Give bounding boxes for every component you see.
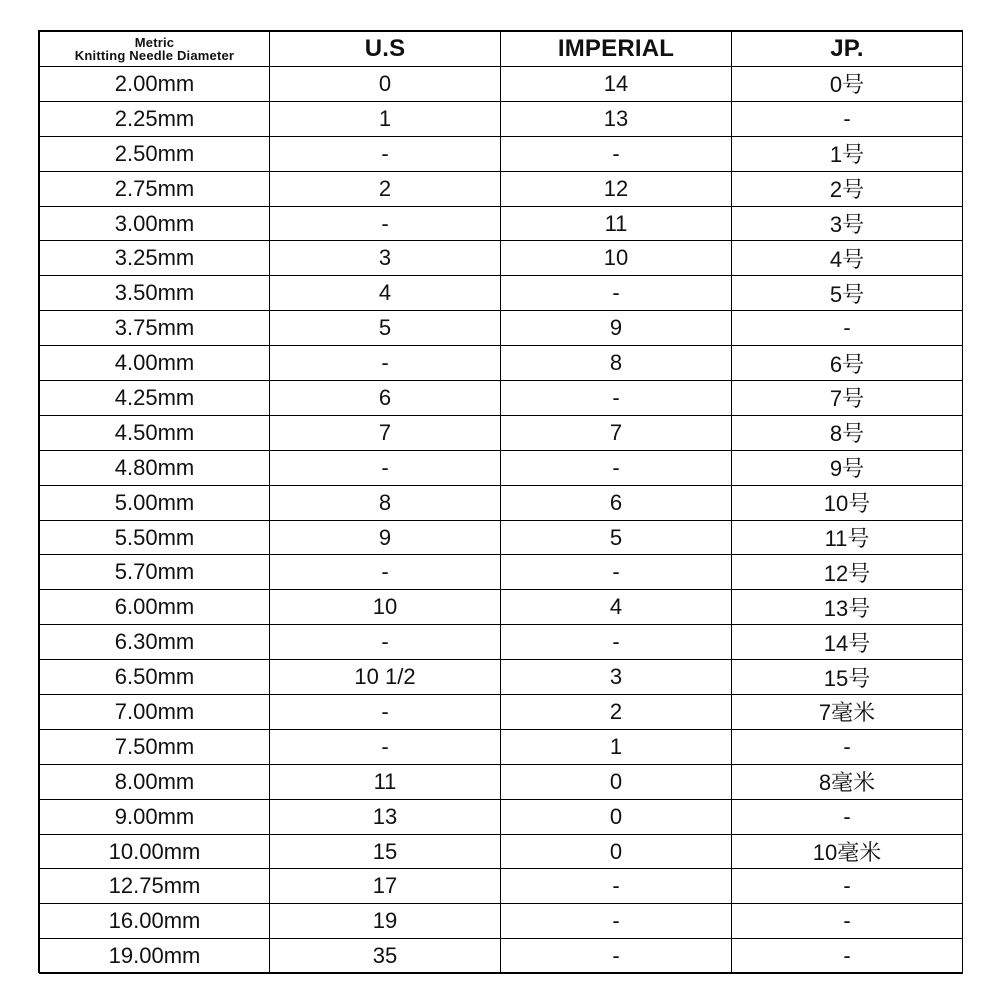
us-cell: - bbox=[270, 625, 501, 660]
table-row bbox=[40, 171, 963, 206]
metric-cell: 5.00mm bbox=[40, 485, 270, 520]
table-row bbox=[40, 834, 963, 869]
imperial-cell: - bbox=[501, 869, 732, 904]
metric-cell: 6.30mm bbox=[40, 625, 270, 660]
jp-cell: 6号 bbox=[732, 346, 963, 381]
table-row bbox=[40, 276, 963, 311]
table-row bbox=[40, 241, 963, 276]
metric-header-line2: Knitting Needle Diameter bbox=[74, 48, 235, 63]
metric-cell: 8.00mm bbox=[40, 764, 270, 799]
metric-cell: 9.00mm bbox=[40, 799, 270, 834]
metric-cell: 4.50mm bbox=[40, 415, 270, 450]
jp-cell: 1号 bbox=[732, 136, 963, 171]
imperial-cell: - bbox=[501, 136, 732, 171]
imperial-cell: 3 bbox=[501, 660, 732, 695]
metric-cell: 2.25mm bbox=[40, 101, 270, 136]
imperial-cell: 0 bbox=[501, 834, 732, 869]
jp-cell: 9号 bbox=[732, 450, 963, 485]
metric-header-line1: Metric bbox=[134, 35, 175, 50]
imperial-cell: 4 bbox=[501, 590, 732, 625]
us-cell: 0 bbox=[270, 67, 501, 102]
metric-cell: 4.00mm bbox=[40, 346, 270, 381]
imperial-cell: 0 bbox=[501, 764, 732, 799]
jp-cell: - bbox=[732, 939, 963, 974]
imperial-cell: - bbox=[501, 625, 732, 660]
us-column-header: U.S bbox=[270, 32, 501, 67]
jp-cell: 11号 bbox=[732, 520, 963, 555]
table-row bbox=[40, 799, 963, 834]
imperial-cell: 10 bbox=[501, 241, 732, 276]
table-row bbox=[40, 311, 963, 346]
imperial-cell: 12 bbox=[501, 171, 732, 206]
us-cell: 7 bbox=[270, 415, 501, 450]
us-cell: 10 bbox=[270, 590, 501, 625]
metric-cell: 7.00mm bbox=[40, 695, 270, 730]
jp-cell: 3号 bbox=[732, 206, 963, 241]
metric-column-header bbox=[40, 32, 270, 67]
us-cell: 35 bbox=[270, 939, 501, 974]
imperial-cell: 2 bbox=[501, 695, 732, 730]
jp-cell: 14号 bbox=[732, 625, 963, 660]
metric-cell: 6.00mm bbox=[40, 590, 270, 625]
jp-cell: 10毫米 bbox=[732, 834, 963, 869]
jp-cell: 8号 bbox=[732, 415, 963, 450]
us-cell: 11 bbox=[270, 764, 501, 799]
us-cell: 5 bbox=[270, 311, 501, 346]
table-row bbox=[40, 67, 963, 102]
table-row bbox=[40, 555, 963, 590]
table-row bbox=[40, 485, 963, 520]
table-row bbox=[40, 101, 963, 136]
table-row bbox=[40, 450, 963, 485]
imperial-cell: 7 bbox=[501, 415, 732, 450]
table-row bbox=[40, 520, 963, 555]
needle-size-table-container bbox=[38, 30, 963, 973]
table-row bbox=[40, 415, 963, 450]
imperial-cell: 14 bbox=[501, 67, 732, 102]
imperial-cell: 1 bbox=[501, 729, 732, 764]
jp-cell: 7毫米 bbox=[732, 695, 963, 730]
table-row bbox=[40, 939, 963, 974]
imperial-cell: - bbox=[501, 555, 732, 590]
imperial-cell: - bbox=[501, 939, 732, 974]
jp-cell: 2号 bbox=[732, 171, 963, 206]
imperial-cell: 5 bbox=[501, 520, 732, 555]
us-cell: - bbox=[270, 729, 501, 764]
table-row bbox=[40, 590, 963, 625]
us-cell: - bbox=[270, 136, 501, 171]
table-body bbox=[40, 67, 963, 974]
jp-column-header: JP. bbox=[732, 32, 963, 67]
us-cell: - bbox=[270, 695, 501, 730]
imperial-cell: - bbox=[501, 450, 732, 485]
table-row bbox=[40, 346, 963, 381]
us-cell: 9 bbox=[270, 520, 501, 555]
imperial-cell: 0 bbox=[501, 799, 732, 834]
imperial-cell: - bbox=[501, 276, 732, 311]
table-row bbox=[40, 729, 963, 764]
jp-cell: 10号 bbox=[732, 485, 963, 520]
imperial-cell: - bbox=[501, 381, 732, 416]
imperial-cell: 13 bbox=[501, 101, 732, 136]
us-cell: - bbox=[270, 206, 501, 241]
jp-cell: - bbox=[732, 729, 963, 764]
jp-cell: 0号 bbox=[732, 67, 963, 102]
table-row bbox=[40, 869, 963, 904]
us-cell: 17 bbox=[270, 869, 501, 904]
table-row bbox=[40, 136, 963, 171]
imperial-cell: 9 bbox=[501, 311, 732, 346]
us-cell: 4 bbox=[270, 276, 501, 311]
jp-cell: - bbox=[732, 799, 963, 834]
imperial-cell: - bbox=[501, 904, 732, 939]
metric-cell: 2.50mm bbox=[40, 136, 270, 171]
metric-cell: 19.00mm bbox=[40, 939, 270, 974]
us-cell: - bbox=[270, 555, 501, 590]
metric-cell: 5.70mm bbox=[40, 555, 270, 590]
imperial-column-header: IMPERIAL bbox=[501, 32, 732, 67]
metric-cell: 4.25mm bbox=[40, 381, 270, 416]
metric-cell: 7.50mm bbox=[40, 729, 270, 764]
metric-cell: 5.50mm bbox=[40, 520, 270, 555]
table-row bbox=[40, 904, 963, 939]
jp-cell: 7号 bbox=[732, 381, 963, 416]
jp-cell: - bbox=[732, 311, 963, 346]
metric-cell: 2.75mm bbox=[40, 171, 270, 206]
table-row bbox=[40, 660, 963, 695]
metric-cell: 6.50mm bbox=[40, 660, 270, 695]
table-header bbox=[40, 32, 963, 67]
table-row bbox=[40, 206, 963, 241]
jp-cell: 5号 bbox=[732, 276, 963, 311]
jp-cell: 8毫米 bbox=[732, 764, 963, 799]
metric-cell: 16.00mm bbox=[40, 904, 270, 939]
jp-cell: 15号 bbox=[732, 660, 963, 695]
metric-cell: 4.80mm bbox=[40, 450, 270, 485]
jp-cell: - bbox=[732, 904, 963, 939]
table-row bbox=[40, 764, 963, 799]
metric-cell: 3.00mm bbox=[40, 206, 270, 241]
us-cell: 19 bbox=[270, 904, 501, 939]
metric-cell: 3.25mm bbox=[40, 241, 270, 276]
jp-cell: 4号 bbox=[732, 241, 963, 276]
imperial-cell: 6 bbox=[501, 485, 732, 520]
jp-cell: 13号 bbox=[732, 590, 963, 625]
table-row bbox=[40, 695, 963, 730]
us-cell: 6 bbox=[270, 381, 501, 416]
us-cell: 3 bbox=[270, 241, 501, 276]
needle-size-conversion-table bbox=[39, 31, 963, 974]
header-row bbox=[40, 32, 963, 67]
us-cell: 1 bbox=[270, 101, 501, 136]
us-cell: 15 bbox=[270, 834, 501, 869]
us-cell: 10 1/2 bbox=[270, 660, 501, 695]
metric-cell: 10.00mm bbox=[40, 834, 270, 869]
us-cell: 8 bbox=[270, 485, 501, 520]
jp-cell: - bbox=[732, 869, 963, 904]
jp-cell: 12号 bbox=[732, 555, 963, 590]
imperial-cell: 11 bbox=[501, 206, 732, 241]
us-cell: - bbox=[270, 450, 501, 485]
us-cell: 13 bbox=[270, 799, 501, 834]
table-row bbox=[40, 381, 963, 416]
us-cell: - bbox=[270, 346, 501, 381]
metric-cell: 3.75mm bbox=[40, 311, 270, 346]
jp-cell: - bbox=[732, 101, 963, 136]
metric-cell: 2.00mm bbox=[40, 67, 270, 102]
imperial-cell: 8 bbox=[501, 346, 732, 381]
metric-cell: 3.50mm bbox=[40, 276, 270, 311]
us-cell: 2 bbox=[270, 171, 501, 206]
metric-cell: 12.75mm bbox=[40, 869, 270, 904]
table-row bbox=[40, 625, 963, 660]
